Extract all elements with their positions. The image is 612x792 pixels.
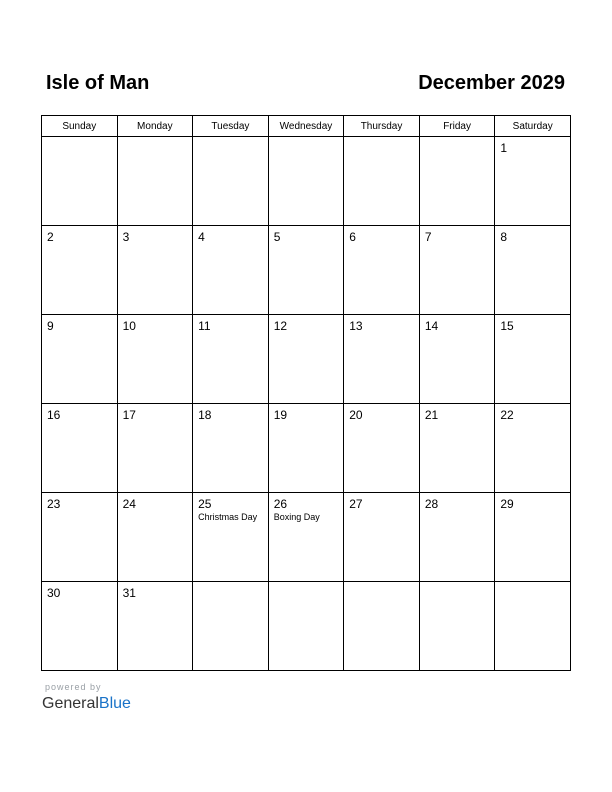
day-number: 27	[349, 497, 363, 511]
week-row	[42, 226, 571, 315]
calendar-grid	[41, 115, 571, 671]
brand-general-text: General	[42, 695, 99, 712]
day-number: 1	[500, 141, 508, 155]
day-number: 10	[122, 319, 136, 333]
week-row	[42, 315, 571, 404]
day-cell	[419, 493, 495, 582]
day-number: 26	[273, 497, 288, 511]
day-cell	[193, 493, 269, 582]
weekday-header-row	[42, 116, 571, 137]
day-cell	[344, 493, 420, 582]
empty-day-cell	[419, 137, 495, 226]
empty-day-cell	[495, 582, 571, 671]
day-number: 16	[47, 408, 61, 422]
day-number: 15	[500, 319, 514, 333]
weekday-header-friday: Friday	[419, 116, 495, 137]
weekday-header-monday: Monday	[117, 116, 193, 137]
day-cell	[495, 315, 571, 404]
empty-day-cell	[117, 137, 193, 226]
day-number: 28	[424, 497, 439, 511]
day-cell	[344, 404, 420, 493]
day-cell	[42, 226, 118, 315]
day-cell	[268, 404, 344, 493]
day-number: 7	[424, 230, 432, 244]
day-cell	[193, 226, 269, 315]
day-number: 14	[424, 319, 439, 333]
day-number: 8	[500, 230, 508, 244]
day-cell	[42, 582, 118, 671]
day-number: 31	[122, 586, 136, 600]
week-row	[42, 582, 571, 671]
day-cell	[117, 404, 193, 493]
day-cell	[344, 226, 420, 315]
empty-day-cell	[268, 582, 344, 671]
empty-day-cell	[42, 137, 118, 226]
day-number: 29	[500, 497, 514, 511]
weekday-header-wednesday: Wednesday	[268, 116, 344, 137]
day-number: 11	[198, 319, 211, 333]
day-number: 17	[122, 408, 136, 422]
week-row	[42, 137, 571, 226]
empty-day-cell	[344, 582, 420, 671]
day-number: 18	[198, 408, 212, 422]
day-cell	[193, 404, 269, 493]
day-number: 9	[47, 319, 54, 333]
day-number: 21	[424, 408, 439, 422]
calendar-body	[42, 137, 571, 671]
holiday-label: Christmas Day	[198, 512, 258, 522]
day-cell	[42, 493, 118, 582]
day-number: 20	[349, 408, 363, 422]
day-number: 13	[349, 319, 363, 333]
day-number: 30	[47, 586, 61, 600]
day-cell	[495, 493, 571, 582]
day-cell	[117, 493, 193, 582]
day-cell	[419, 226, 495, 315]
day-number: 23	[47, 497, 61, 511]
generalblue-logo	[42, 694, 131, 714]
day-cell	[117, 315, 193, 404]
day-cell	[117, 582, 193, 671]
powered-by-label: powered by	[45, 682, 102, 692]
weekday-header-tuesday: Tuesday	[193, 116, 269, 137]
day-cell	[193, 315, 269, 404]
day-cell	[268, 315, 344, 404]
day-number: 3	[122, 230, 130, 244]
day-number: 19	[273, 408, 288, 422]
day-cell	[117, 226, 193, 315]
day-cell	[268, 493, 344, 582]
day-cell	[42, 404, 118, 493]
empty-day-cell	[344, 137, 420, 226]
empty-day-cell	[193, 137, 269, 226]
day-cell	[495, 404, 571, 493]
week-row	[42, 493, 571, 582]
empty-day-cell	[193, 582, 269, 671]
brand-blue-text: Blue	[98, 695, 131, 712]
empty-day-cell	[268, 137, 344, 226]
day-cell	[419, 315, 495, 404]
day-cell	[268, 226, 344, 315]
day-number: 25	[198, 497, 212, 511]
month-year-title: December 2029	[418, 72, 565, 94]
day-cell	[495, 137, 571, 226]
holiday-label: Boxing Day	[273, 512, 320, 522]
week-row	[42, 404, 571, 493]
weekday-header-thursday: Thursday	[344, 116, 420, 137]
weekday-header-sunday: Sunday	[42, 116, 118, 137]
day-cell	[42, 315, 118, 404]
day-number: 6	[349, 230, 356, 244]
day-number: 22	[500, 408, 514, 422]
day-cell	[419, 404, 495, 493]
day-number: 5	[273, 230, 281, 244]
region-title: Isle of Man	[46, 72, 150, 94]
weekday-header-saturday: Saturday	[495, 116, 571, 137]
day-number: 12	[273, 319, 288, 333]
day-cell	[495, 226, 571, 315]
day-number: 4	[198, 230, 205, 244]
empty-day-cell	[419, 582, 495, 671]
day-number: 2	[47, 230, 54, 244]
day-cell	[344, 315, 420, 404]
day-number: 24	[122, 497, 136, 511]
